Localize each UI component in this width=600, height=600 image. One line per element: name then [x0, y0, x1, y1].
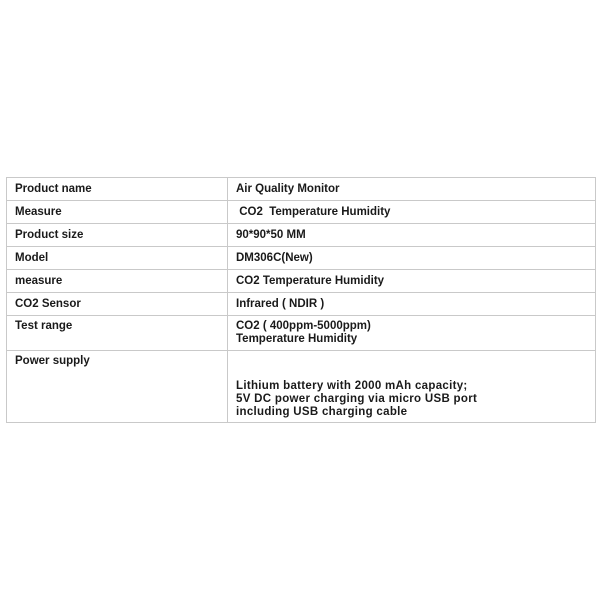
- spec-label: Model: [7, 247, 228, 270]
- spec-value-line: CO2 Temperature Humidity: [236, 274, 385, 287]
- spec-value-line: Lithium battery with 2000 mAh capacity;: [236, 380, 468, 392]
- spec-label: Product size: [7, 224, 228, 247]
- spec-label: measure: [7, 270, 228, 293]
- spec-label: CO2 Sensor: [7, 293, 228, 316]
- table-row: [7, 316, 596, 351]
- spec-value: [228, 224, 596, 247]
- spec-value-line: including USB charging cable: [236, 406, 408, 418]
- table-row: [7, 247, 596, 270]
- spec-value: [228, 178, 596, 201]
- spec-label: Power supply: [7, 351, 228, 423]
- table-row: [7, 293, 596, 316]
- table-row: [7, 178, 596, 201]
- spec-value-line: DM306C(New): [236, 251, 313, 264]
- spec-value: [228, 201, 596, 224]
- spec-value: [228, 247, 596, 270]
- table-row: [7, 224, 596, 247]
- table-row: [7, 351, 596, 423]
- spec-value-line: 90*90*50 MM: [236, 228, 306, 241]
- spec-label: Measure: [7, 201, 228, 224]
- spec-value: [228, 293, 596, 316]
- spec-value: [228, 316, 596, 351]
- spec-value-line: Air Quality Monitor: [236, 182, 340, 195]
- spec-value: [228, 351, 596, 423]
- spec-value-line: CO2 Temperature Humidity: [236, 205, 391, 218]
- table-row: [7, 201, 596, 224]
- spec-value-line: Temperature Humidity: [236, 333, 358, 345]
- spec-label: Test range: [7, 316, 228, 351]
- spec-value-line: Infrared ( NDIR ): [236, 297, 325, 310]
- spec-value-line: CO2 ( 400ppm-5000ppm): [236, 320, 371, 332]
- spec-table: [6, 177, 596, 423]
- spec-label: Product name: [7, 178, 228, 201]
- table-row: [7, 270, 596, 293]
- spec-value-line: 5V DC power charging via micro USB port: [236, 393, 478, 405]
- spec-value: [228, 270, 596, 293]
